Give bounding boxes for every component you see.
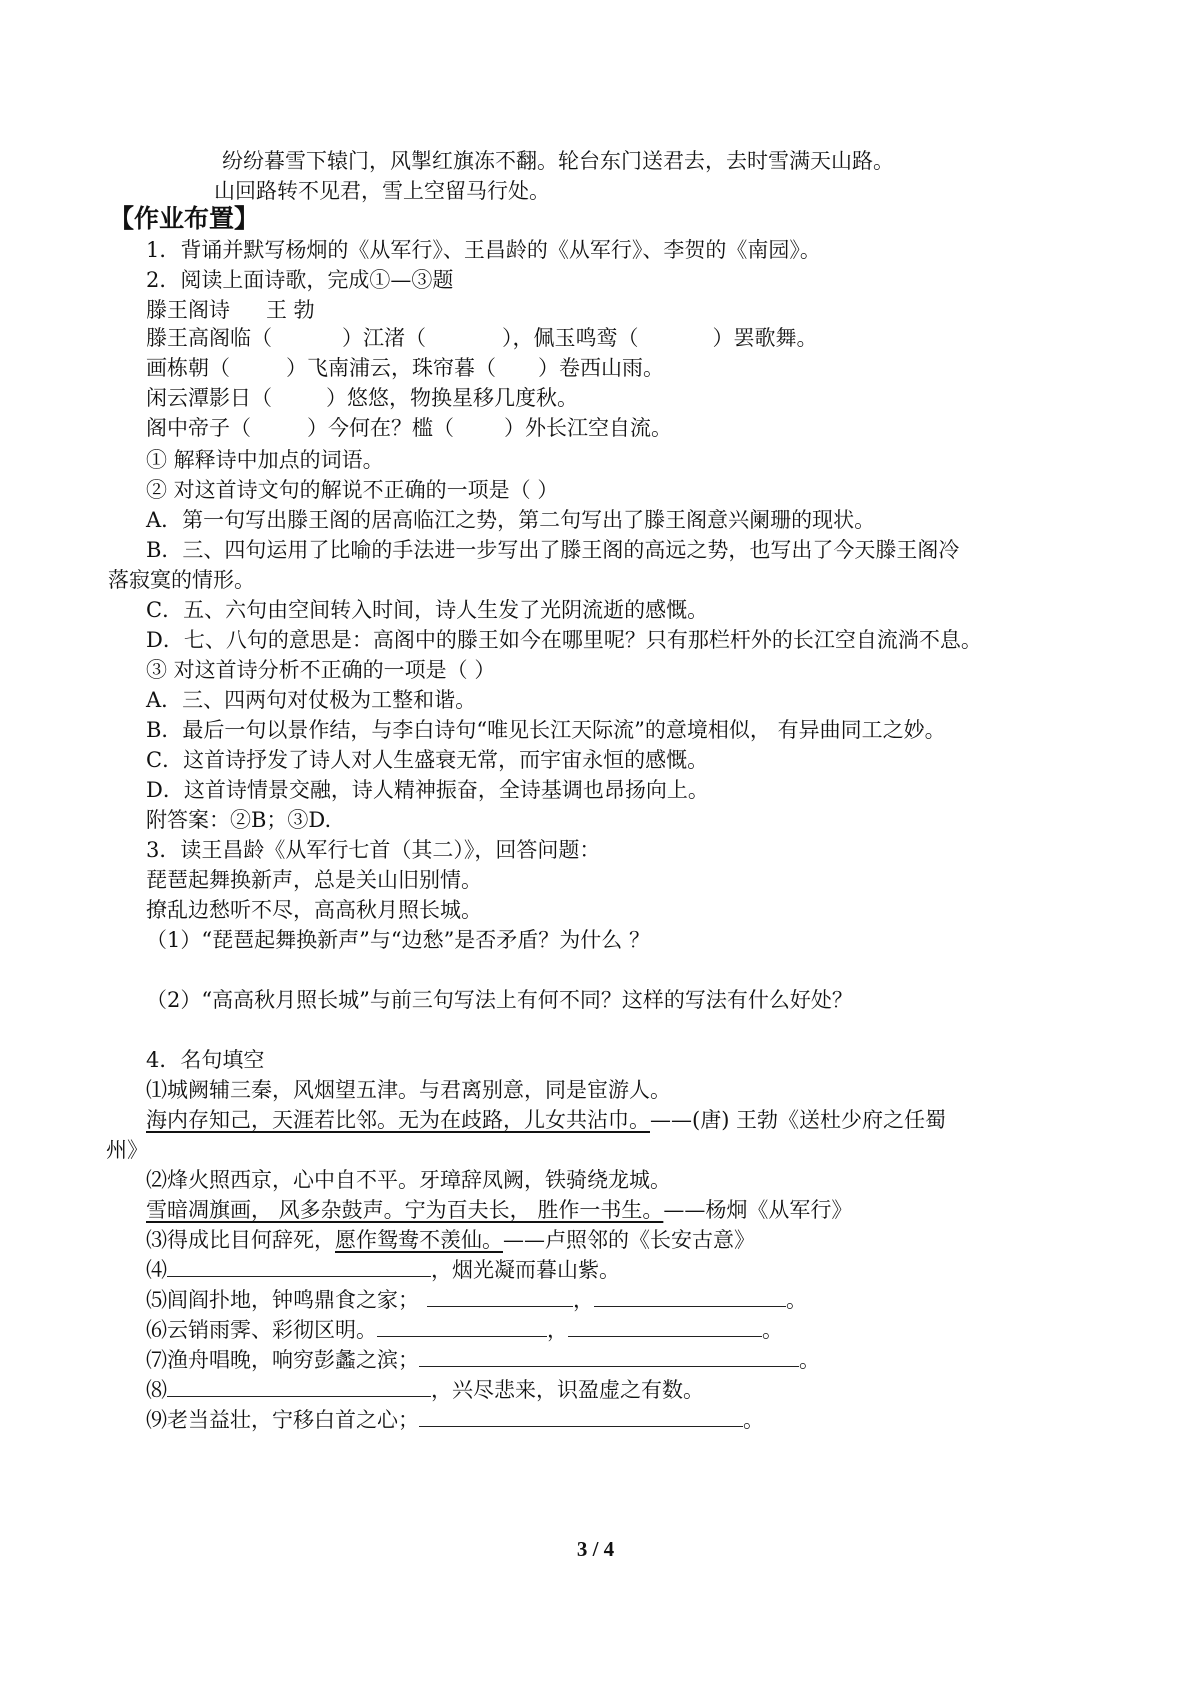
item-1-line-3: 州》 — [106, 1138, 148, 1162]
item-5 — [146, 1286, 807, 1314]
item-1-line-2 — [146, 1106, 946, 1134]
q2-2-option-a: A．第一句写出滕王阁的居高临江之势，第二句写出了滕王阁意兴阑珊的现状。 — [146, 508, 876, 532]
task-3-poem-line-1: 琵琶起舞换新声，总是关山旧别情。 — [146, 868, 482, 892]
item-7 — [146, 1346, 820, 1374]
poem-line-1: 纷纷暮雪下辕门，风掣红旗冻不翻。轮台东门送君去，去时雪满天山路。 — [222, 149, 894, 173]
section-heading: 【作业布置】 — [109, 204, 260, 233]
q2-1: ① 解释诗中加点的词语。 — [146, 448, 384, 472]
poem-author: 王 勃 — [266, 298, 315, 322]
item-1-line-1: ⑴城阙辅三秦，风烟望五津。与君离别意，同是宦游人。 — [146, 1078, 671, 1102]
q2-2-option-c: C．五、六句由空间转入时间，诗人生发了光阴流逝的感慨。 — [146, 598, 709, 622]
q2-2-option-d: D．七、八句的意思是：高阁中的滕王如今在哪里呢？只有那栏杆外的长江空自流淌不息。 — [146, 628, 982, 652]
task-3-poem-line-2: 撩乱边愁听不尽，高高秋月照长城。 — [146, 898, 482, 922]
fill-blank[interactable] — [419, 1348, 799, 1367]
poem-text: 闲云潭影日（ — [146, 386, 272, 410]
poem-text: ）飞南浦云，珠帘暮（ — [286, 356, 496, 380]
item-text: 。 — [743, 1408, 764, 1432]
item-text: ⑷ — [146, 1258, 167, 1282]
q2-3-option-c: C．这首诗抒发了诗人对人生盛衰无常，而宇宙永恒的感慨。 — [146, 748, 709, 772]
poem-text: 画栋朝（ — [146, 356, 230, 380]
poem-blank-line-2 — [146, 354, 664, 382]
fill-blank[interactable] — [594, 1288, 786, 1307]
fill-blank[interactable] — [167, 1258, 431, 1277]
fill-blank[interactable] — [427, 1288, 573, 1307]
item-2-line-1: ⑵烽火照西京，心中自不平。牙璋辞凤阙，铁骑绕龙城。 — [146, 1168, 671, 1192]
poem-text: ）今何在？槛（ — [307, 416, 454, 440]
poem-text: ）江渚（ — [342, 326, 426, 350]
item-text: ，兴尽悲来，识盈虚之有数。 — [431, 1378, 704, 1402]
fill-blank[interactable] — [568, 1318, 762, 1337]
q2-3: ③ 对这首诗分析不正确的一项是（ ） — [146, 658, 496, 682]
q2-2-option-b-cont: 落寂寞的情形。 — [108, 568, 255, 592]
task-3-q2: （2）“高高秋月照长城”与前三句写法上有何不同？这样的写法有什么好处？ — [146, 988, 853, 1012]
poem-line-2: 山回路转不见君，雪上空留马行处。 — [214, 179, 550, 203]
underlined-answer: 愿作鸳鸯不羡仙。 — [335, 1228, 503, 1252]
item-text: ⑸闾阎扑地，钟鸣鼎食之家； — [146, 1288, 419, 1312]
task-4-intro: 4．名句填空 — [146, 1048, 265, 1072]
item-6 — [146, 1316, 783, 1344]
source-citation: ——卢照邻的《长安古意》 — [503, 1228, 755, 1252]
item-8 — [146, 1376, 704, 1404]
item-text: ， — [573, 1288, 594, 1312]
task-2-intro: 2．阅读上面诗歌，完成①—③题 — [146, 268, 454, 292]
fill-blank[interactable] — [167, 1378, 431, 1397]
item-text: ⑺渔舟唱晚，响穷彭蠡之滨； — [146, 1348, 419, 1372]
answer-key: 附答案：②B；③D. — [146, 808, 332, 832]
poem-title-line — [146, 296, 315, 324]
task-1: 1．背诵并默写杨炯的《从军行》、王昌龄的《从军行》、李贺的《南园》。 — [146, 238, 821, 262]
item-text: ⑹云销雨霁、彩彻区明。 — [146, 1318, 377, 1342]
q2-2: ② 对这首诗文句的解说不正确的一项是（ ） — [146, 478, 559, 502]
q2-3-option-a: A．三、四两句对仗极为工整和谐。 — [146, 688, 477, 712]
fill-blank[interactable] — [377, 1318, 547, 1337]
page-number: 3 / 4 — [576, 1537, 615, 1561]
item-text: 。 — [799, 1348, 820, 1372]
q2-3-option-d: D．这首诗情景交融，诗人精神振奋，全诗基调也昂扬向上。 — [146, 778, 709, 802]
poem-text: ）卷西山雨。 — [538, 356, 664, 380]
underlined-answer: 雪暗凋旗画， 风多杂鼓声。宁为百夫长， 胜作一书生。 — [146, 1198, 664, 1222]
poem-text: 阁中帝子（ — [146, 416, 251, 440]
source-citation: ——杨炯《从军行》 — [663, 1198, 853, 1222]
q2-3-option-b: B．最后一句以景作结，与李白诗句“唯见长江天际流”的意境相似， 有异曲同工之妙。 — [146, 718, 946, 742]
item-text: ， — [547, 1318, 568, 1342]
item-3 — [146, 1226, 755, 1254]
item-text: 。 — [762, 1318, 783, 1342]
poem-text: ）悠悠，物换星移几度秋。 — [326, 386, 578, 410]
poem-blank-line-1 — [146, 324, 818, 352]
task-3-intro: 3．读王昌龄《从军行七首（其二）》，回答问题： — [146, 838, 601, 862]
poem-title: 滕王阁诗 — [146, 298, 230, 322]
item-4 — [146, 1256, 620, 1284]
item-text: 。 — [786, 1288, 807, 1312]
poem-blank-line-4 — [146, 414, 672, 442]
poem-text: ）罢歌舞。 — [712, 326, 818, 350]
poem-text: 滕王高阁临（ — [146, 326, 272, 350]
q2-2-option-b: B．三、四句运用了比喻的手法进一步写出了滕王阁的高远之势，也写出了今天滕王阁冷 — [146, 538, 960, 562]
poem-text: ），佩玉鸣鸾（ — [502, 326, 639, 350]
source-citation: ——(唐) 王勃《送杜少府之任蜀 — [650, 1108, 947, 1132]
fill-blank[interactable] — [419, 1408, 743, 1427]
item-text: ，烟光凝而暮山紫。 — [431, 1258, 620, 1282]
poem-text: ）外长江空自流。 — [504, 416, 672, 440]
item-text: ⑶得成比目何辞死， — [146, 1228, 335, 1252]
item-9 — [146, 1406, 764, 1434]
poem-blank-line-3 — [146, 384, 578, 412]
item-2-line-2 — [146, 1196, 852, 1224]
underlined-answer: 海内存知己，天涯若比邻。无为在歧路，儿女共沾巾。 — [146, 1108, 650, 1132]
item-text: ⑻ — [146, 1378, 167, 1402]
task-3-q1: （1）“琵琶起舞换新声”与“边愁”是否矛盾？为什么 ？ — [146, 928, 650, 952]
item-text: ⑼老当益壮，宁移白首之心； — [146, 1408, 419, 1432]
